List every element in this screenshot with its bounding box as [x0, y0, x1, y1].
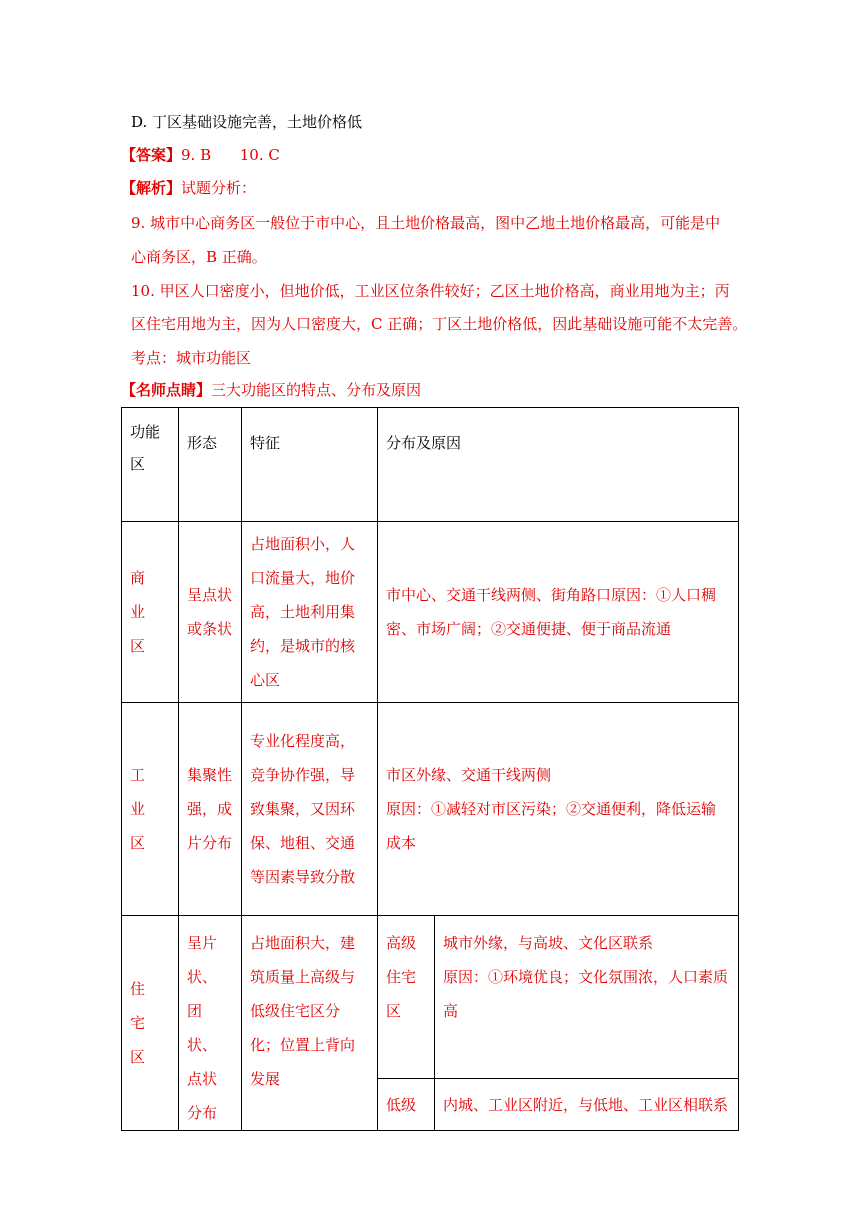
residential-high-distribution-1: 城市外缘，与高坡、文化区联系 — [443, 934, 654, 952]
industrial-distribution — [378, 703, 739, 916]
industrial-distribution-1: 市区外缘、交通干线两侧 — [386, 766, 552, 784]
function-zone-table — [121, 407, 739, 1131]
header-distribution: 分布及原因 — [378, 408, 739, 522]
residential-high-label: 高级住宅区 — [378, 916, 435, 1079]
q10-line-2: 区住宅用地为主，因为人口密度大，C 正确；丁区土地价格低，因此基础设施可能不太完善。 — [131, 315, 748, 333]
commercial-distribution: 市中心、交通干线两侧、街角路口原因：①人口稠密、市场广阔；②交通便捷、便于商品流通 — [378, 522, 739, 703]
option-d: D. 丁区基础设施完善，土地价格低 — [131, 113, 363, 131]
header-form: 形态 — [179, 408, 242, 522]
commercial-feature: 占地面积小，人口流量大，地价高，土地利用集约，是城市的核心区 — [242, 522, 378, 703]
tip-label: 【名师点睛】 — [121, 381, 212, 399]
answer-line — [121, 144, 280, 166]
residential-low-label: 低级 — [378, 1079, 435, 1131]
answer-label: 【答案】 — [121, 146, 182, 164]
commercial-form: 呈点状或条状 — [179, 522, 242, 703]
q10-line-1: 10. 甲区人口密度小，但地价低，工业区位条件较好；乙区土地价格高，商业用地为主；丙 — [131, 282, 730, 300]
kaodian-line: 考点：城市功能区 — [131, 349, 252, 367]
answer-text: 9. B 10. C — [181, 146, 280, 164]
analysis-text: 试题分析： — [181, 179, 257, 197]
industrial-form: 集聚性强，成片分布 — [179, 703, 242, 916]
residential-name: 住宅区 — [122, 916, 179, 1131]
residential-low-distribution: 内城、工业区附近，与低地、工业区相联系 — [435, 1079, 739, 1131]
commercial-name: 商业区 — [122, 522, 179, 703]
analysis-label: 【解析】 — [121, 179, 182, 197]
industrial-feature: 专业化程度高，竞争协作强，导致集聚，又因环保、地租、交通等因素导致分散 — [242, 703, 378, 916]
header-zone: 功能区 — [122, 408, 179, 522]
industrial-distribution-2: 原因：①减轻对市区污染；②交通便利，降低运输成本 — [386, 800, 717, 852]
residential-feature: 占地面积大，建筑质量上高级与低级住宅区分化；位置上背向发展 — [242, 916, 378, 1131]
residential-high-distribution-2: 原因：①环境优良；文化氛围浓，人口素质高 — [443, 968, 729, 1020]
residential-form: 呈片状、团状、点状分布 — [179, 916, 242, 1131]
residential-high-distribution — [435, 916, 739, 1079]
q9-line-1: 9. 城市中心商务区一般位于市中心，且土地价格最高，图中乙地土地价格最高，可能是中 — [131, 214, 721, 232]
q9-line-2: 心商务区，B 正确。 — [131, 248, 267, 266]
analysis-line — [121, 177, 256, 199]
header-feature: 特征 — [242, 408, 378, 522]
tip-text: 三大功能区的特点、分布及原因 — [211, 381, 422, 399]
tip-line — [121, 379, 421, 401]
industrial-name: 工业区 — [122, 703, 179, 916]
